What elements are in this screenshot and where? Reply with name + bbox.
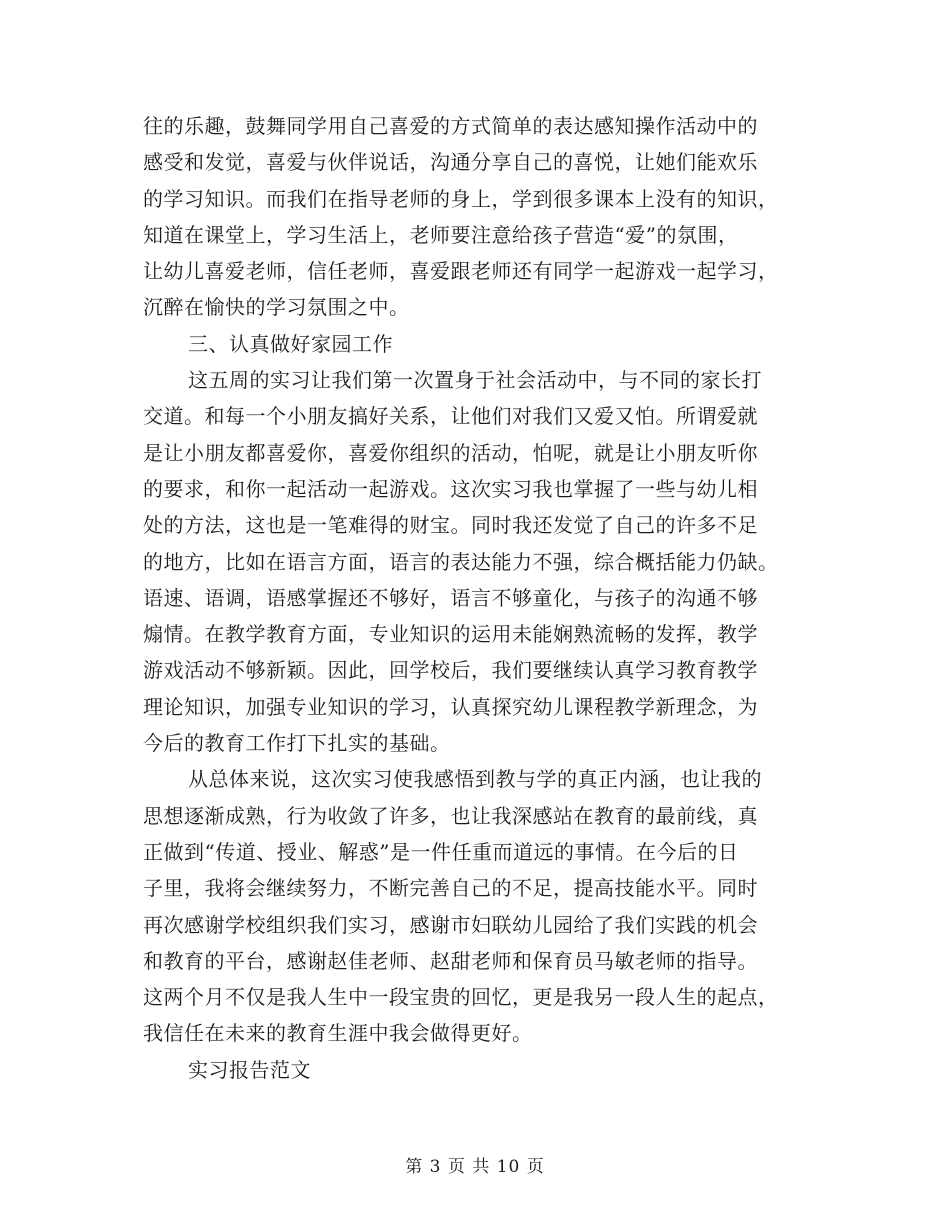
text-line: 往的乐趣，鼓舞同学用自己喜爱的方式简单的表达感知操作活动中的 [143,114,758,138]
text-line: 正做到“传道、授业、解惑”是一件任重而道远的事情。在今后的日 [143,839,739,864]
text-line: 的要求，和你一起活动一起游戏。这次实习我也掌握了一些与幼儿相 [143,476,758,501]
text-line: 我信任在未来的教育生涯中我会做得更好。 [143,1021,533,1046]
text-line: 煽情。在教学教育方面，专业知识的运用未能娴熟流畅的发挥，教学 [143,622,758,647]
text-line: 和教育的平台，感谢赵佳老师、赵甜老师和保育员马敏老师的指导。 [143,948,758,973]
text-line: 这两个月不仅是我人生中一段宝贵的回忆，更是我另一段人生的起点， [143,985,779,1010]
text-line: 子里，我将会继续努力，不断完善自己的不足，提高技能水平。同时 [143,876,758,901]
text-line: 知道在课堂上，学习生活上，老师要注意给孩子营造“爱”的氛围， [143,222,739,247]
text-line: 今后的教育工作打下扎实的基础。 [143,731,451,756]
text-line: 是让小朋友都喜爱你，喜爱你组织的活动，怕呢，就是让小朋友听你 [143,440,758,465]
text-line: 的学习知识。而我们在指导老师的身上，学到很多课本上没有的知识， [143,186,779,211]
text-line: 沉醉在愉快的学习氛围之中。 [143,295,410,320]
text-line: 感受和发觉，喜爱与伙伴说话，沟通分享自己的喜悦，让她们能欢乐 [143,150,758,175]
text-line: 实习报告范文 [188,1057,311,1082]
page-footer: 第 3 页 共 10 页 [405,1157,545,1177]
text-line: 从总体来说，这次实习使我感悟到教与学的真正内涵，也让我的 [188,767,762,792]
text-line: 让幼儿喜爱老师，信任老师，喜爱跟老师还有同学一起游戏一起学习， [143,259,779,284]
text-line: 再次感谢学校组织我们实习，感谢市妇联幼儿园给了我们实践的机会 [143,912,758,937]
text-line: 三、认真做好家园工作 [188,331,393,356]
text-line: 思想逐渐成熟，行为收敛了许多，也让我深感站在教育的最前线，真 [143,803,758,828]
text-line: 游戏活动不够新颖。因此，回学校后，我们要继续认真学习教育教学 [143,658,758,683]
text-line: 理论知识，加强专业知识的学习，认真探究幼儿课程教学新理念，为 [143,694,758,719]
text-line: 语速、语调，语感掌握还不够好，语言不够童化，与孩子的沟通不够 [143,585,758,610]
body-text [143,108,811,1088]
text-line: 处的方法，这也是一笔难得的财宝。同时我还发觉了自己的许多不足 [143,513,758,538]
text-line: 这五周的实习让我们第一次置身于社会活动中，与不同的家长打 [188,368,762,393]
text-line: 的地方，比如在语言方面，语言的表达能力不强，综合概括能力仍缺。 [143,549,779,574]
text-line: 交道。和每一个小朋友搞好关系，让他们对我们又爱又怕。所谓爱就 [143,404,758,429]
